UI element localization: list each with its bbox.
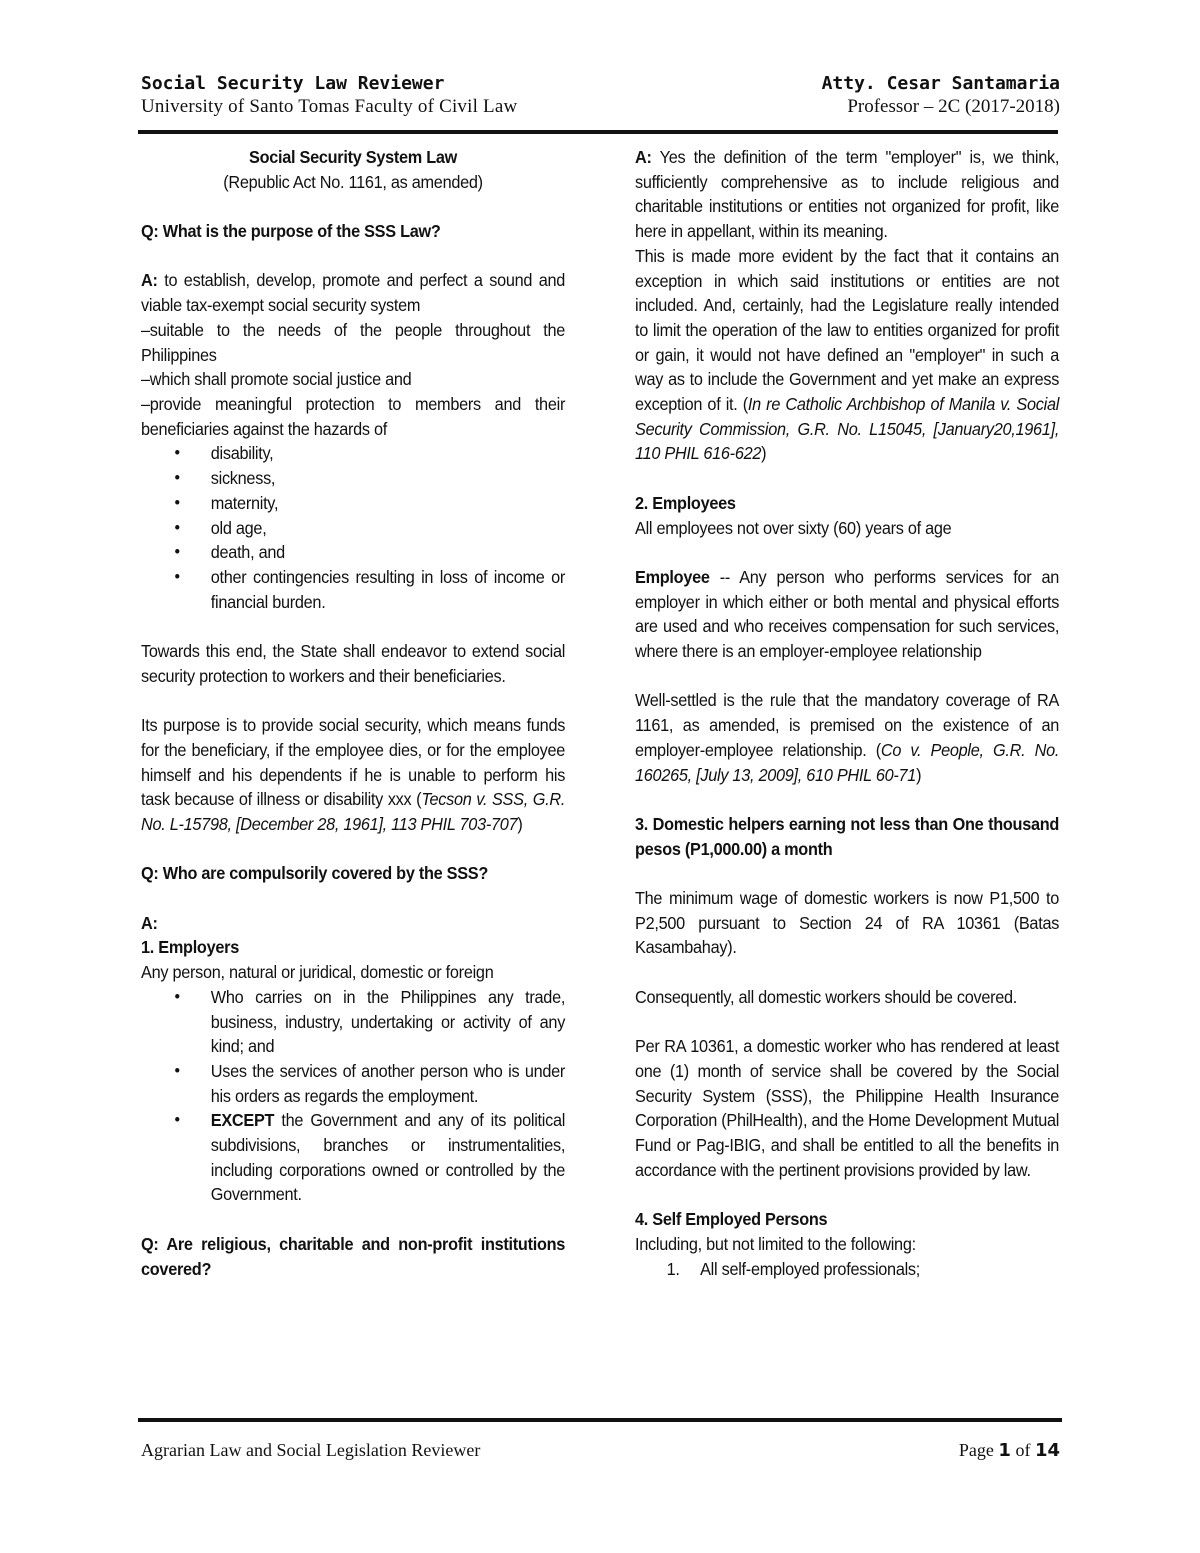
footer-title: Agrarian Law and Social Legislation Reviewer <box>141 1440 481 1460</box>
paragraph-text: ) <box>517 813 523 834</box>
list-item: • maternity, <box>211 491 565 516</box>
paragraph-text: ) <box>916 764 922 785</box>
paragraph-text: This is made more evident by the fact that it contains an exception in which said institutions or entities are not included. And, certainly, had the Legislature really intended to limit the operation of the law to entities organized for profit or gain, it would not have defined an "employer" in such a way as to include the Government and yet make an express exception of it. ( <box>635 245 1060 415</box>
header-subtitle: University of Santo Tomas Faculty of Civil Law <box>141 96 518 117</box>
hazards-list <box>141 441 565 614</box>
question-coverage: Q: Who are compulsorily covered by the SSS? <box>141 863 489 884</box>
domestic-heading: 3. Domestic helpers earning not less than One thousand pesos (P1,000.00) a month <box>635 813 1060 859</box>
answer-label: A: <box>635 147 652 167</box>
employers-list <box>141 985 565 1207</box>
page-total: 14 <box>1034 1440 1060 1461</box>
paragraph-text: Well-settled is the rule that the mandatory coverage of RA 1161, as amended, is premised on the existence of an employer-employee relationship. ( <box>635 690 1060 760</box>
page-number <box>959 1440 1060 1461</box>
right-column <box>635 145 1059 1281</box>
self-employed-list <box>635 1257 1059 1282</box>
list-item: • other contingencies resulting in loss of income or financial burden. <box>211 565 565 614</box>
self-employed-definition: Including, but not limited to the following: <box>635 1233 916 1254</box>
employee-definition <box>635 565 1059 664</box>
paragraph-text: ) <box>761 443 767 464</box>
case-citation: Co v. People, G.R. No. 160265, [July 13, 2009], 610 PHIL 60-71 <box>635 739 1060 785</box>
list-item: • old age, <box>211 516 565 541</box>
header-author-role: Professor – 2C (2017-2018) <box>847 96 1060 117</box>
case-citation: Tecson v. SSS, G.R. No. L-15798, [December 28, 1961], 113 PHIL 703-707 <box>141 789 566 834</box>
paragraph-domestic-benefits: Per RA 10361, a domestic worker who has rendered at least one (1) month of service shall be covered by the Social Security System (SSS), the Philippine Health Insurance Corporation (PhilHealth), and the Home Development Mutual Fund or Pag-IBIG, and shall be entitled to all the benefits in accordance with the pertinent provisions provided by law. <box>635 1036 1060 1180</box>
question-religious: Q: Are religious, charitable and non-profit institutions covered? <box>141 1233 566 1279</box>
answer-label: A: <box>141 270 158 291</box>
answer-purpose <box>141 268 565 317</box>
answer-line: –suitable to the needs of the people throughout the Philippines <box>141 319 566 365</box>
page-of: of <box>1015 1440 1031 1460</box>
answer-label: A: <box>141 912 158 933</box>
list-item: • sickness, <box>211 466 565 491</box>
answer-line: –which shall promote social justice and <box>141 369 412 390</box>
paragraph-purpose <box>141 713 565 837</box>
paragraph-domestic-covered: Consequently, all domestic workers should be covered. <box>635 986 1018 1007</box>
paragraph-text: -- Any person who performs services for an employer in which either or both mental and physical efforts are used and who receives compensation for such services, where there is an employer-employee relationship <box>635 566 1060 662</box>
question-purpose: Q: What is the purpose of the SSS Law? <box>141 221 441 242</box>
paragraph-domestic-wage: The minimum wage of domestic workers is now P1,500 to P2,500 pursuant to Section 24 of RA 10361 (Batas Kasambahay). <box>635 888 1060 958</box>
paragraph-text: Its purpose is to provide social security, which means funds for the beneficiary, if the employee dies, or for the employee himself and his dependents if he is unable to perform his task because of illness or disability xxx ( <box>141 715 566 810</box>
self-employed-heading: 4. Self Employed Persons <box>635 1209 828 1230</box>
list-item: • disability, <box>211 441 565 466</box>
answer-text: to establish, develop, promote and perfect a sound and viable tax-exempt social security system <box>141 270 566 316</box>
list-number: 1. <box>666 1258 680 1279</box>
answer-text: Yes the definition of the term "employer" is, we think, sufficiently comprehensive as to include religious and charitable institutions or entities not organized for profit, like here in appellant, within its meaning. <box>635 147 1060 242</box>
employees-definition: All employees not over sixty (60) years of age <box>635 517 952 538</box>
page-word: Page <box>958 1440 994 1460</box>
left-column <box>141 145 565 1281</box>
list-item: • Who carries on in the Philippines any trade, business, industry, undertaking or activity of any kind; and <box>211 985 565 1059</box>
list-item <box>666 1257 1059 1282</box>
list-item: • death, and <box>211 540 565 565</box>
header-author: Atty. Cesar Santamaria <box>821 73 1060 94</box>
page-current: 1 <box>998 1440 1011 1461</box>
paragraph-towards: Towards this end, the State shall endeavor to extend social security protection to workers and their beneficiaries. <box>141 641 566 686</box>
list-item-text: the Government and any of its political subdivisions, branches or instrumentalities, including corporations owned or controlled by the Government. <box>210 1110 566 1205</box>
employers-heading: 1. Employers <box>141 937 239 958</box>
list-item: • Uses the services of another person who is under his orders as regards the employment. <box>211 1059 565 1108</box>
employers-definition: Any person, natural or juridical, domestic or foreign <box>141 962 494 983</box>
header-rule <box>138 130 1058 134</box>
employees-heading: 2. Employees <box>635 492 736 513</box>
except-label: EXCEPT <box>210 1110 275 1131</box>
section-heading: Social Security System Law <box>249 147 458 167</box>
list-item-text: All self-employed professionals; <box>700 1258 921 1279</box>
case-citation: In re Catholic Archbishop of Manila v. Social Security Commission, G.R. No. L15045, [January20,1961], 110 PHIL 616-622 <box>635 394 1060 464</box>
answer-line: –provide meaningful protection to members and their beneficiaries against the hazards of <box>141 394 566 439</box>
answer-religious-cont <box>635 244 1059 466</box>
employee-label: Employee <box>635 566 710 587</box>
answer-religious <box>635 145 1059 244</box>
header-title: Social Security Law Reviewer <box>141 73 445 94</box>
footer-rule <box>138 1418 1062 1422</box>
list-item <box>211 1108 565 1207</box>
section-subheading: (Republic Act No. 1161, as amended) <box>223 171 483 192</box>
paragraph-wellsettled <box>635 688 1059 787</box>
